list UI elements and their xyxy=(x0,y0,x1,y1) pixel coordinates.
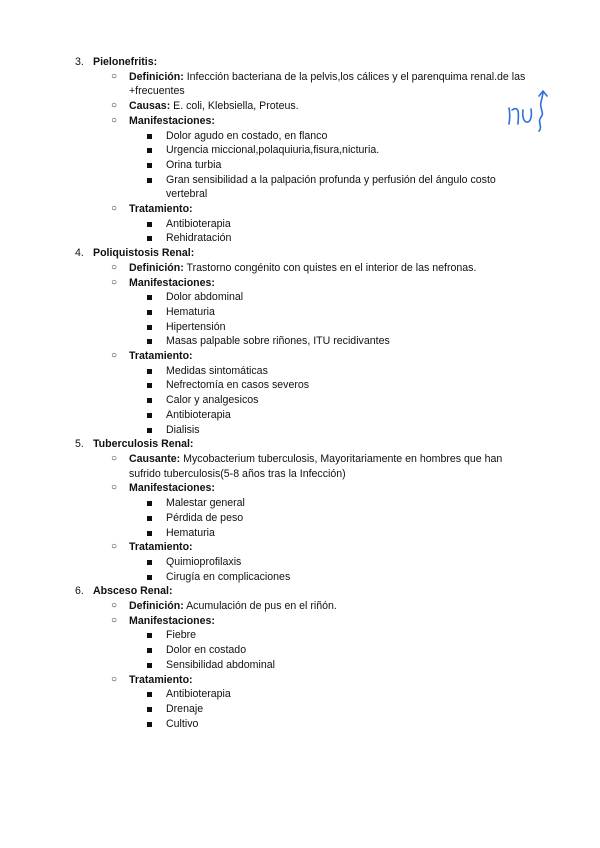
sub-list-item xyxy=(0,628,600,643)
sub-list-item xyxy=(0,364,600,379)
sub-list-item xyxy=(0,687,600,702)
list-item xyxy=(0,349,600,364)
square-bullet-icon xyxy=(147,531,152,536)
square-bullet-icon xyxy=(147,575,152,580)
section-heading xyxy=(0,55,600,70)
section-number: 3. xyxy=(75,56,84,68)
hollow-bullet-icon: ○ xyxy=(111,452,118,464)
section-heading xyxy=(0,437,600,452)
sub-item-text: Rehidratación xyxy=(166,232,232,245)
sub-list-item xyxy=(0,290,600,305)
sub-item-text: Antibioterapia xyxy=(166,408,231,421)
square-bullet-icon xyxy=(147,516,152,521)
item-label: Definición: xyxy=(129,261,184,274)
sub-list-item xyxy=(0,173,536,202)
square-bullet-icon xyxy=(147,560,152,565)
list-item xyxy=(0,70,534,99)
sub-list-item xyxy=(0,717,600,732)
sub-item-text: Dialisis xyxy=(166,423,200,436)
square-bullet-icon xyxy=(147,648,152,653)
sub-item-text: Hematuria xyxy=(166,305,215,318)
list-item xyxy=(0,540,600,555)
hollow-bullet-icon: ○ xyxy=(111,541,118,553)
square-bullet-icon xyxy=(147,428,152,433)
section-absceso-renal xyxy=(0,584,600,731)
hollow-bullet-icon: ○ xyxy=(111,673,118,685)
hollow-bullet-icon: ○ xyxy=(111,482,118,494)
sub-list-item xyxy=(0,305,600,320)
sub-list-item xyxy=(0,231,600,246)
sub-item-text: Dolor abdominal xyxy=(166,291,244,304)
section-pielonefritis xyxy=(0,55,600,246)
item-text: Infección bacteriana de la pelvis,los cálices y el parenquima renal.de las +frecuentes xyxy=(129,70,526,98)
item-label: Manifestaciones: xyxy=(129,276,215,289)
sub-list-item xyxy=(0,658,600,673)
item-label: Causas: xyxy=(129,100,171,113)
item-label: Definición: xyxy=(129,70,184,83)
sub-item-text: Antibioterapia xyxy=(166,217,231,230)
square-bullet-icon xyxy=(147,148,152,153)
square-bullet-icon xyxy=(147,398,152,403)
square-bullet-icon xyxy=(147,383,152,388)
sub-list-item xyxy=(0,496,600,511)
list-item xyxy=(0,202,600,217)
sub-item-text: Hipertensión xyxy=(166,320,226,333)
item-label: Definición: xyxy=(129,600,184,613)
item-text: E. coli, Klebsiella, Proteus. xyxy=(173,100,299,113)
square-bullet-icon xyxy=(147,295,152,300)
list-item xyxy=(0,276,600,291)
sub-list-item xyxy=(0,393,600,408)
hollow-bullet-icon: ○ xyxy=(111,261,118,273)
hollow-bullet-icon: ○ xyxy=(111,350,118,362)
sub-item-text: Antibioterapia xyxy=(166,688,231,701)
section-heading xyxy=(0,584,600,599)
square-bullet-icon xyxy=(147,633,152,638)
item-label: Tratamiento: xyxy=(129,673,193,686)
sub-list-item xyxy=(0,526,600,541)
sub-list-item xyxy=(0,217,600,232)
sub-item-text: Fiebre xyxy=(166,629,197,642)
section-title: Absceso Renal: xyxy=(93,585,173,598)
sub-item-text: Pérdida de peso xyxy=(166,511,244,524)
sub-item-text: Dolor agudo en costado, en flanco xyxy=(166,129,328,142)
hollow-bullet-icon: ○ xyxy=(111,100,118,112)
item-label: Tratamiento: xyxy=(129,541,193,554)
item-label: Manifestaciones: xyxy=(129,114,215,127)
hollow-bullet-icon: ○ xyxy=(111,614,118,626)
sub-list-item xyxy=(0,143,600,158)
sub-list-item xyxy=(0,555,600,570)
square-bullet-icon xyxy=(147,134,152,139)
sub-item-text: Drenaje xyxy=(166,702,204,715)
list-item xyxy=(0,673,600,688)
square-bullet-icon xyxy=(147,663,152,668)
item-label: Manifestaciones: xyxy=(129,482,215,495)
sub-item-text: Urgencia miccional,polaquiuria,fisura,nicturia. xyxy=(166,144,380,157)
section-title: Pielonefritis: xyxy=(93,56,158,68)
square-bullet-icon xyxy=(147,339,152,344)
hollow-bullet-icon: ○ xyxy=(111,600,118,612)
square-bullet-icon xyxy=(147,310,152,315)
item-label: Tratamiento: xyxy=(129,350,193,363)
square-bullet-icon xyxy=(147,369,152,374)
square-bullet-icon xyxy=(147,222,152,227)
hollow-bullet-icon: ○ xyxy=(111,70,118,82)
sub-item-text: Gran sensibilidad a la palpación profunda y perfusión del ángulo costo vertebral xyxy=(166,173,496,201)
sub-item-text: Cultivo xyxy=(166,717,199,730)
list-item xyxy=(0,614,600,629)
square-bullet-icon xyxy=(147,325,152,330)
sub-list-item xyxy=(0,702,600,717)
item-label: Causante: xyxy=(129,452,181,465)
square-bullet-icon xyxy=(147,692,152,697)
sub-list-item xyxy=(0,511,600,526)
item-text: Mycobacterium tuberculosis, Mayoritariamente en hombres que han sufrido tuberculosis(5-8 años tras la Infección) xyxy=(129,452,503,480)
list-item xyxy=(0,452,534,481)
section-number: 4. xyxy=(75,247,84,260)
square-bullet-icon xyxy=(147,707,152,712)
sub-item-text: Calor y analgesicos xyxy=(166,394,259,407)
hollow-bullet-icon: ○ xyxy=(111,276,118,288)
sub-item-text: Cirugía en complicaciones xyxy=(166,570,291,583)
square-bullet-icon xyxy=(147,163,152,168)
hollow-bullet-icon: ○ xyxy=(111,114,118,126)
list-item xyxy=(0,599,600,614)
sub-list-item xyxy=(0,643,600,658)
sub-list-item xyxy=(0,423,600,438)
sub-item-text: Quimioprofilaxis xyxy=(166,555,242,568)
square-bullet-icon xyxy=(147,413,152,418)
square-bullet-icon xyxy=(147,722,152,727)
hollow-bullet-icon: ○ xyxy=(111,203,118,215)
item-text: Acumulación de pus en el riñón. xyxy=(186,600,337,613)
sub-list-item xyxy=(0,570,600,585)
item-text: Trastorno congénito con quistes en el interior de las nefronas. xyxy=(186,261,477,274)
sub-item-text: Hematuria xyxy=(166,526,215,539)
sub-item-text: Masas palpable sobre riñones, ITU recidivantes xyxy=(166,335,390,348)
section-number: 5. xyxy=(75,438,84,451)
sub-list-item xyxy=(0,129,600,144)
list-item xyxy=(0,261,600,276)
square-bullet-icon xyxy=(147,501,152,506)
list-item xyxy=(0,99,600,114)
section-title: Tuberculosis Renal: xyxy=(93,438,194,451)
item-label: Manifestaciones: xyxy=(129,614,215,627)
sub-item-text: Nefrectomía en casos severos xyxy=(166,379,310,392)
sub-item-text: Sensibilidad abdominal xyxy=(166,658,275,671)
section-heading xyxy=(0,246,600,261)
sub-list-item xyxy=(0,334,600,349)
section-poliquistosis-renal xyxy=(0,246,600,437)
sub-item-text: Orina turbia xyxy=(166,158,222,171)
document-body xyxy=(0,55,600,731)
sub-list-item xyxy=(0,378,600,393)
item-label: Tratamiento: xyxy=(129,203,193,216)
section-tuberculosis-renal xyxy=(0,437,600,584)
section-number: 6. xyxy=(75,585,84,598)
square-bullet-icon xyxy=(147,178,152,183)
sub-item-text: Medidas sintomáticas xyxy=(166,364,268,377)
list-item xyxy=(0,114,600,129)
sub-list-item xyxy=(0,408,600,423)
square-bullet-icon xyxy=(147,236,152,241)
sub-item-text: Malestar general xyxy=(166,497,245,510)
list-item xyxy=(0,481,600,496)
sub-item-text: Dolor en costado xyxy=(166,644,247,657)
section-title: Poliquistosis Renal: xyxy=(93,247,195,260)
sub-list-item xyxy=(0,320,600,335)
sub-list-item xyxy=(0,158,600,173)
